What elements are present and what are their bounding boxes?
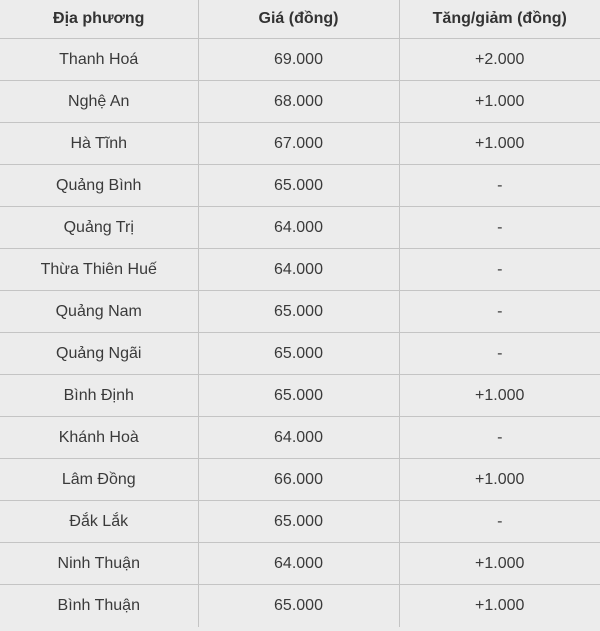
table-row: [0, 417, 600, 459]
cell-location: Thanh Hoá: [0, 39, 198, 81]
cell-location: Bình Thuận: [0, 585, 198, 628]
cell-location: Nghệ An: [0, 81, 198, 123]
cell-change: +1.000: [399, 543, 600, 585]
table-row: [0, 585, 600, 628]
cell-change: +1.000: [399, 585, 600, 628]
cell-price: 67.000: [198, 123, 399, 165]
table-row: [0, 165, 600, 207]
header-location: Địa phương: [0, 0, 198, 39]
cell-change: -: [399, 501, 600, 543]
table-row: [0, 291, 600, 333]
cell-price: 64.000: [198, 417, 399, 459]
cell-price: 65.000: [198, 375, 399, 417]
cell-location: Quảng Bình: [0, 165, 198, 207]
table-header-row: [0, 0, 600, 39]
cell-location: Khánh Hoà: [0, 417, 198, 459]
table-row: [0, 249, 600, 291]
cell-change: -: [399, 249, 600, 291]
cell-price: 64.000: [198, 543, 399, 585]
cell-price: 64.000: [198, 249, 399, 291]
table-row: [0, 543, 600, 585]
cell-change: +1.000: [399, 459, 600, 501]
cell-location: Quảng Trị: [0, 207, 198, 249]
cell-location: Thừa Thiên Huế: [0, 249, 198, 291]
cell-change: -: [399, 165, 600, 207]
cell-price: 65.000: [198, 333, 399, 375]
cell-location: Lâm Đồng: [0, 459, 198, 501]
cell-price: 65.000: [198, 291, 399, 333]
table-row: [0, 207, 600, 249]
cell-change: -: [399, 333, 600, 375]
table-row: [0, 81, 600, 123]
table-row: [0, 333, 600, 375]
table-row: [0, 123, 600, 165]
header-price: Giá (đồng): [198, 0, 399, 39]
cell-price: 65.000: [198, 165, 399, 207]
cell-change: +1.000: [399, 81, 600, 123]
cell-location: Bình Định: [0, 375, 198, 417]
cell-location: Hà Tĩnh: [0, 123, 198, 165]
table-row: [0, 375, 600, 417]
cell-change: -: [399, 417, 600, 459]
header-change: Tăng/giảm (đồng): [399, 0, 600, 39]
cell-location: Đắk Lắk: [0, 501, 198, 543]
cell-change: -: [399, 291, 600, 333]
cell-location: Quảng Nam: [0, 291, 198, 333]
cell-price: 66.000: [198, 459, 399, 501]
cell-change: +1.000: [399, 375, 600, 417]
table-row: [0, 39, 600, 81]
cell-price: 65.000: [198, 501, 399, 543]
cell-price: 68.000: [198, 81, 399, 123]
cell-price: 64.000: [198, 207, 399, 249]
table-row: [0, 459, 600, 501]
cell-change: -: [399, 207, 600, 249]
table-row: [0, 501, 600, 543]
cell-location: Quảng Ngãi: [0, 333, 198, 375]
cell-location: Ninh Thuận: [0, 543, 198, 585]
cell-change: +1.000: [399, 123, 600, 165]
cell-price: 65.000: [198, 585, 399, 628]
cell-price: 69.000: [198, 39, 399, 81]
cell-change: +2.000: [399, 39, 600, 81]
